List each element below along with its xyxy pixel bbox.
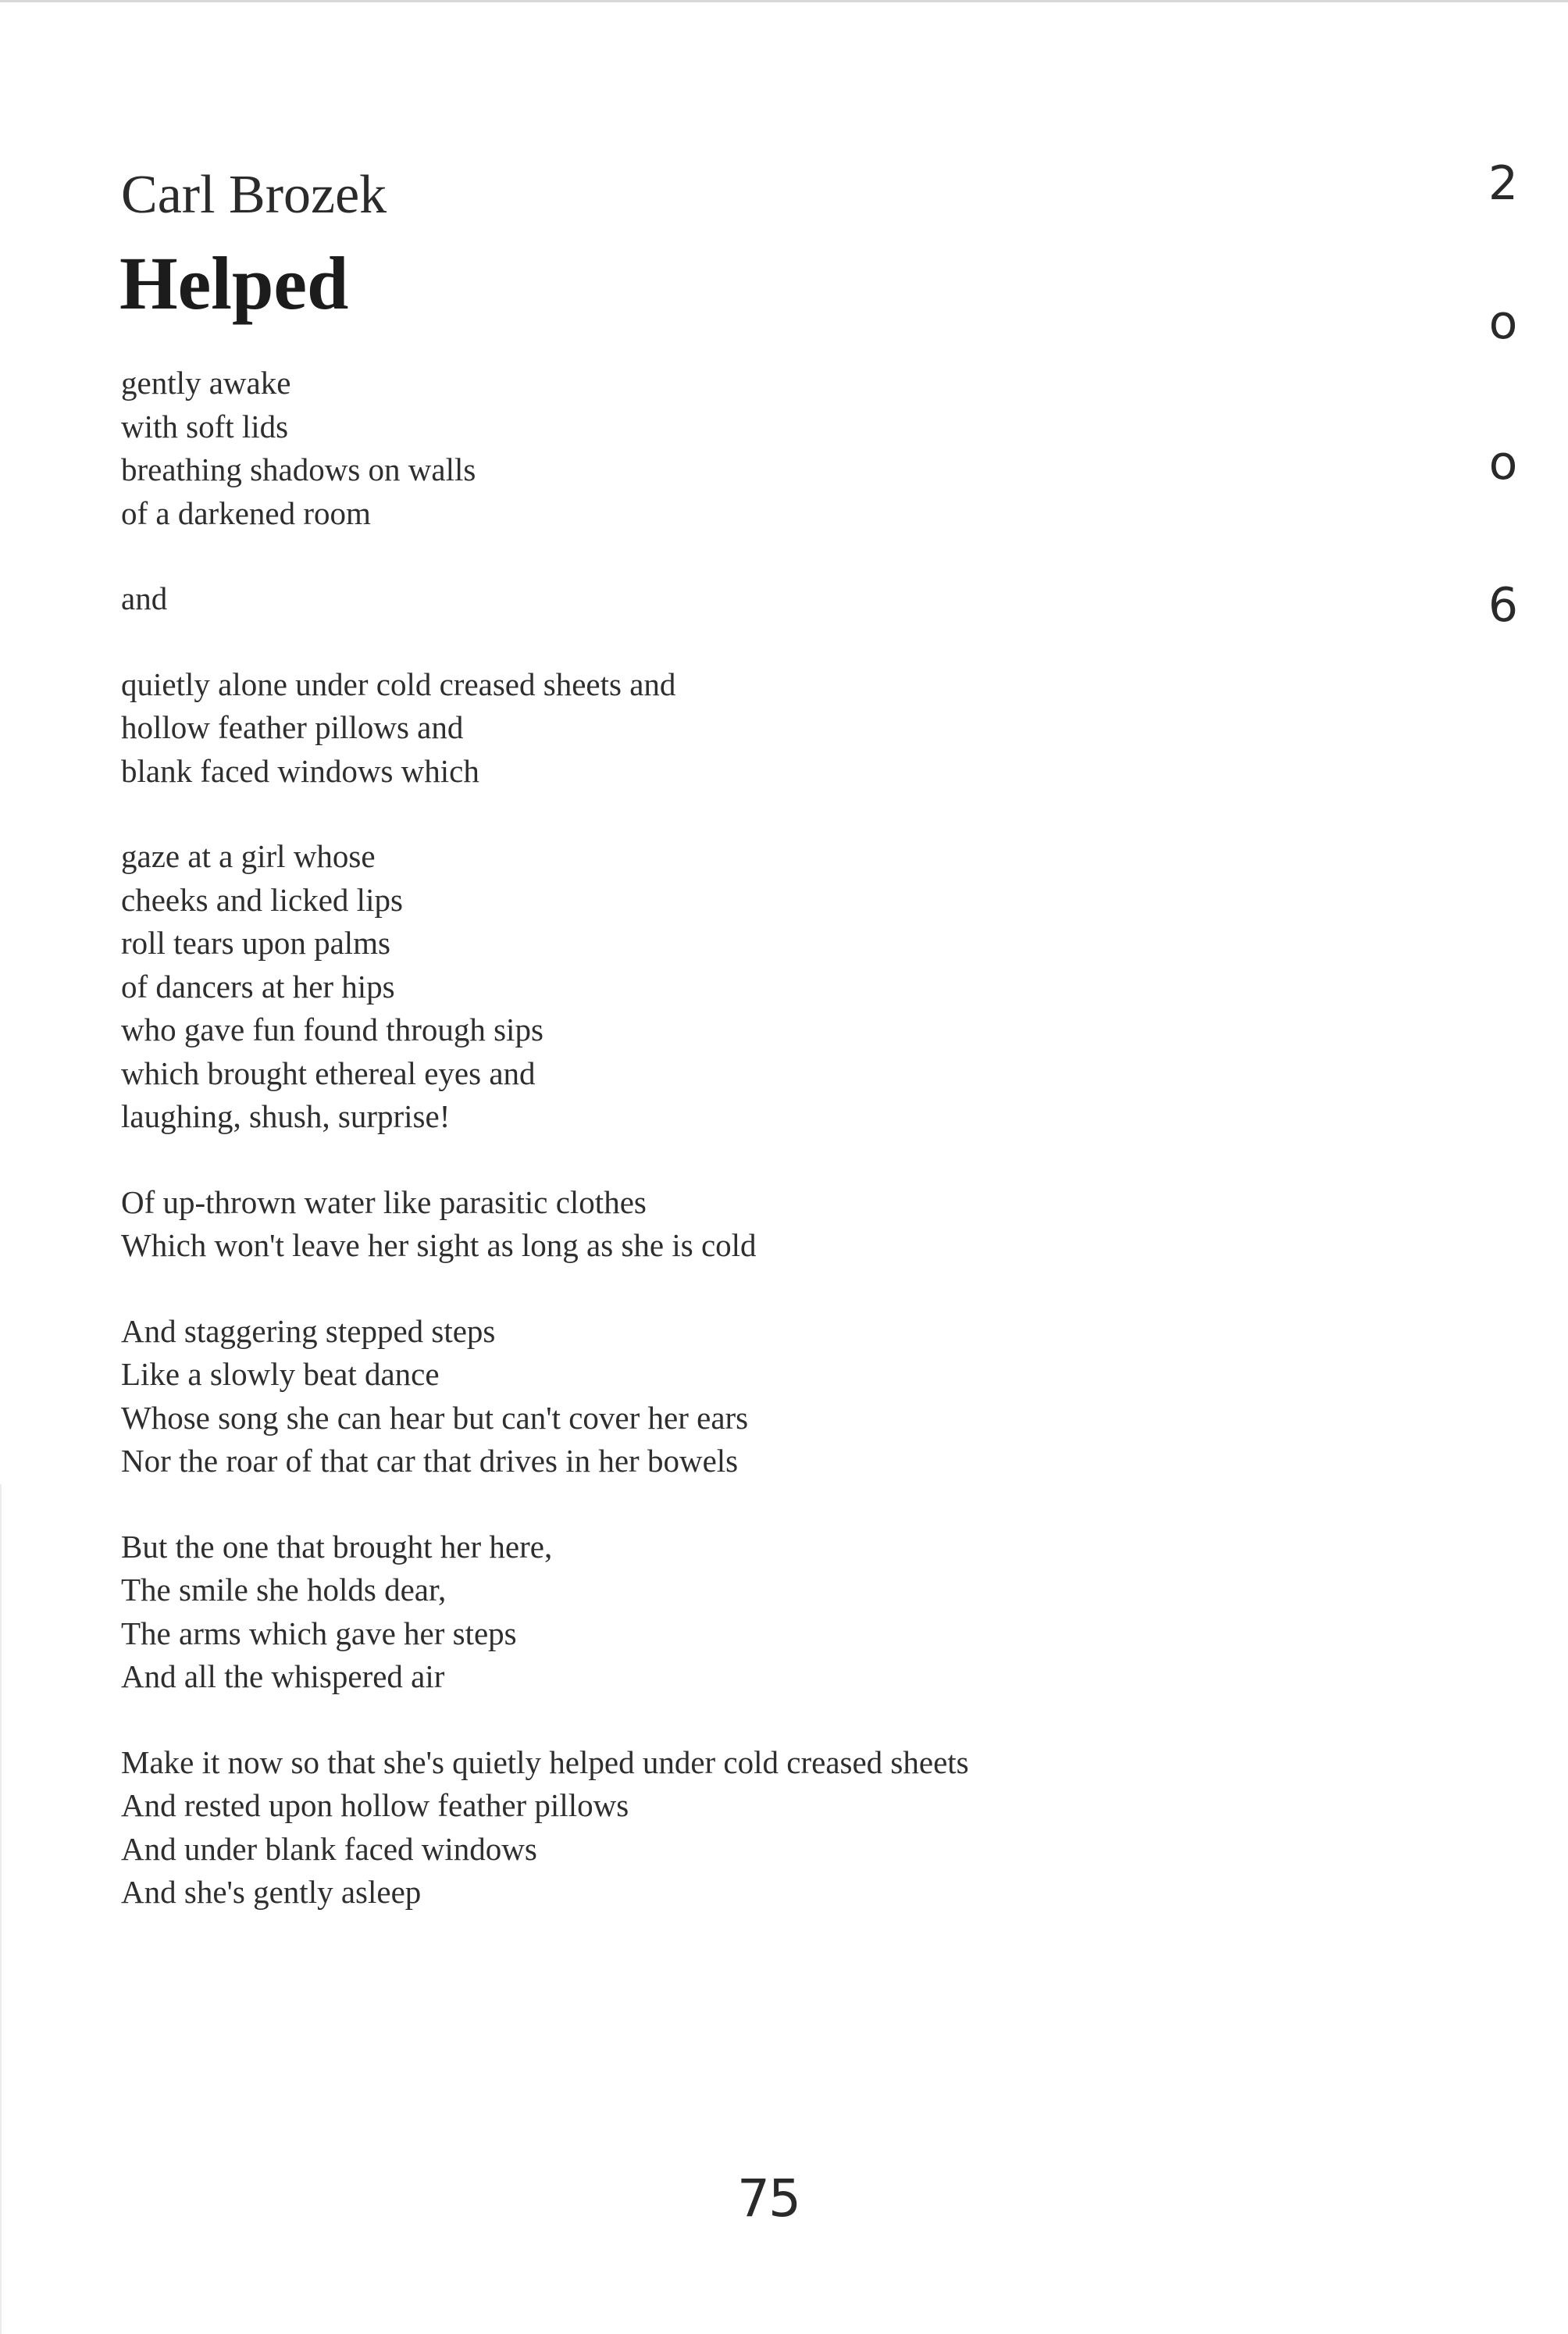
poem-stanza: [121, 663, 1292, 794]
poem-line: gently awake: [121, 365, 291, 401]
poem-stanza: [121, 1741, 1292, 1915]
poem-line: The arms which gave her steps: [121, 1615, 517, 1651]
poem-line: And staggering stepped steps: [121, 1312, 496, 1349]
author-name: Carl Brozek: [121, 165, 387, 225]
poem-stanza: [121, 362, 1292, 535]
poem-title: Helped: [119, 241, 349, 325]
poem-stanza: [121, 1526, 1292, 1699]
poem-line: And under blank faced windows: [121, 1830, 537, 1867]
poem-stanza: [121, 1181, 1292, 1268]
poem-line: of a darkened room: [121, 494, 371, 531]
poem-stanza: [121, 577, 1292, 621]
poem-line: Make it now so that she's quietly helped under cold creased sheets: [121, 1743, 969, 1780]
poem-line: And all the whispered air: [121, 1658, 445, 1694]
poem-line: gaze at a girl whose: [121, 838, 376, 874]
poem-line: blank faced windows which: [121, 752, 479, 789]
year-digit: 2: [1488, 156, 1519, 211]
poem-line: But the one that brought her here,: [121, 1528, 553, 1565]
poem-line: who gave fun found through sips: [121, 1012, 543, 1047]
poem-line: and: [121, 580, 168, 616]
year-digit: o: [1488, 295, 1518, 350]
poem-body: [121, 362, 1292, 1957]
poem-line: And rested upon hollow feather pillows: [121, 1787, 629, 1823]
poem-line: laughing, shush, surprise!: [121, 1098, 451, 1134]
page-number: 75: [737, 2168, 800, 2229]
poem-line: quietly alone under cold creased sheets and: [121, 666, 676, 702]
poem-line: Of up-thrown water like parasitic clothes: [121, 1183, 647, 1220]
poem-line: Like a slowly beat dance: [121, 1356, 440, 1392]
year-digit: o: [1488, 436, 1518, 491]
poem-line: Whose song she can hear but can't cover her ears: [121, 1399, 749, 1436]
poem-line: of dancers at her hips: [121, 968, 395, 1005]
poem-stanza: [121, 1310, 1292, 1483]
poem-line: Nor the roar of that car that drives in her bowels: [121, 1443, 739, 1479]
poem-line: The smile she holds dear,: [121, 1572, 447, 1608]
poem-stanza: [121, 835, 1292, 1139]
poem-line: cheeks and licked lips: [121, 881, 403, 918]
poem-line: And she's gently asleep: [121, 1874, 422, 1910]
poem-line: Which won't leave her sight as long as she is cold: [121, 1227, 757, 1263]
poem-line: which brought ethereal eyes and: [121, 1055, 536, 1091]
poem-line: with soft lids: [121, 408, 289, 444]
poem-line: roll tears upon palms: [121, 925, 391, 961]
poem-line: hollow feather pillows and: [121, 709, 464, 745]
year-digit: 6: [1488, 578, 1519, 633]
poem-line: breathing shadows on walls: [121, 451, 476, 487]
